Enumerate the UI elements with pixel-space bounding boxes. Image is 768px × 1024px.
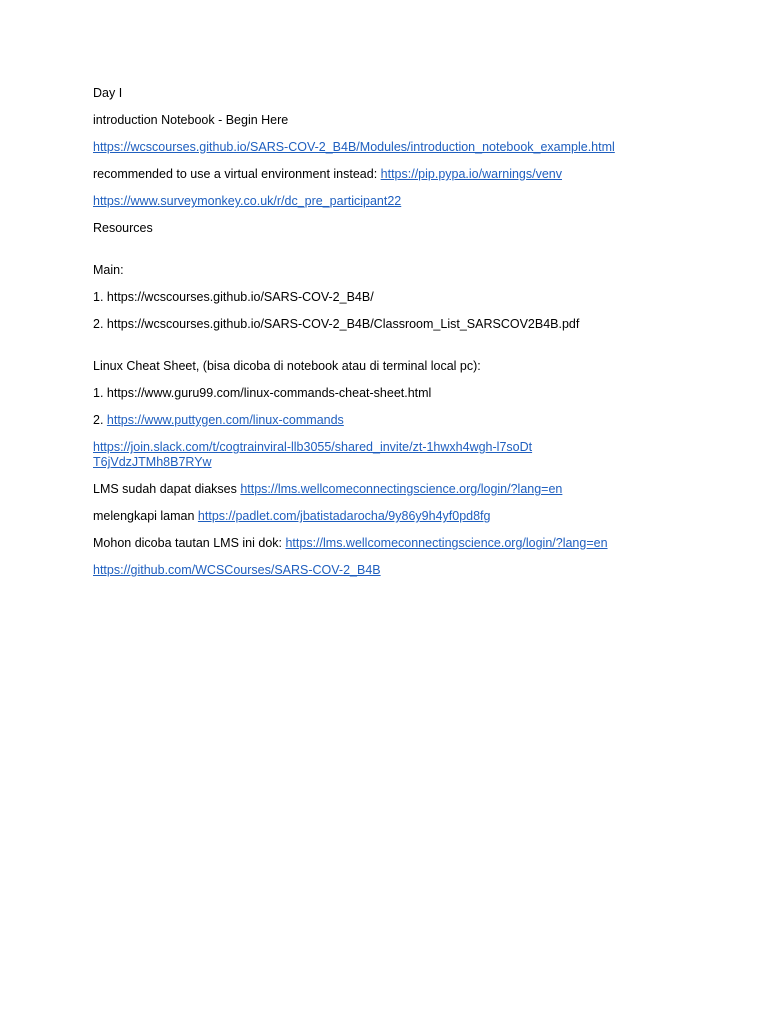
padlet-text: melengkapi laman (93, 509, 198, 523)
lms-link[interactable]: https://lms.wellcomeconnectingscience.org/login/?lang=en (240, 482, 563, 496)
linux-item-2 (93, 413, 713, 428)
lms-test-text: Mohon dicoba tautan LMS ini dok: (93, 536, 286, 550)
venv-text: recommended to use a virtual environment instead: (93, 167, 381, 181)
linux-item-2-prefix: 2. (93, 413, 107, 427)
lms-text: LMS sudah dapat diakses (93, 482, 241, 496)
lms-line (93, 482, 713, 497)
lms-test-link[interactable]: https://lms.wellcomeconnectingscience.org/login/?lang=en (285, 536, 608, 550)
main-item-1: 1. https://wcscourses.github.io/SARS-COV-2_B4B/ (93, 290, 374, 304)
intro-notebook-title: introduction Notebook - Begin Here (93, 113, 289, 127)
survey-link[interactable]: https://www.surveymonkey.co.uk/r/dc_pre_participant22 (93, 194, 402, 208)
puttygen-link[interactable]: https://www.puttygen.com/linux-commands (106, 413, 344, 427)
survey-line (93, 194, 713, 209)
padlet-line (93, 509, 713, 524)
intro-notebook-link[interactable]: https://wcscourses.github.io/SARS-COV-2_B4B/Modules/introduction_notebook_example.html (93, 140, 615, 154)
slack-invite-link[interactable]: https://join.slack.com/t/cogtrainviral-llb3055/shared_invite/zt-1hwxh4wgh-l7soDtT6jVdzJTMh8B7RYw (93, 440, 533, 469)
linux-item-1: 1. https://www.guru99.com/linux-commands-cheat-sheet.html (93, 386, 432, 400)
day-heading: Day I (93, 86, 123, 100)
padlet-link[interactable]: https://padlet.com/jbatistadarocha/9y86y9h4yf0pd8fg (197, 509, 491, 523)
github-line (93, 563, 713, 578)
lms-test-line (93, 536, 713, 551)
main-item-2: 2. https://wcscourses.github.io/SARS-COV-2_B4B/Classroom_List_SARSCOV2B4B.pdf (93, 317, 580, 331)
intro-notebook-line (93, 140, 713, 155)
venv-link[interactable]: https://pip.pypa.io/warnings/venv (380, 167, 563, 181)
linux-cheat-sheet-label: Linux Cheat Sheet, (bisa dicoba di notebook atau di terminal local pc): (93, 359, 481, 373)
main-label: Main: (93, 263, 124, 277)
slack-line (93, 440, 538, 470)
venv-line (93, 167, 713, 182)
document-content (93, 86, 713, 590)
resources-heading: Resources (93, 221, 153, 235)
github-link[interactable]: https://github.com/WCSCourses/SARS-COV-2_B4B (93, 563, 381, 577)
